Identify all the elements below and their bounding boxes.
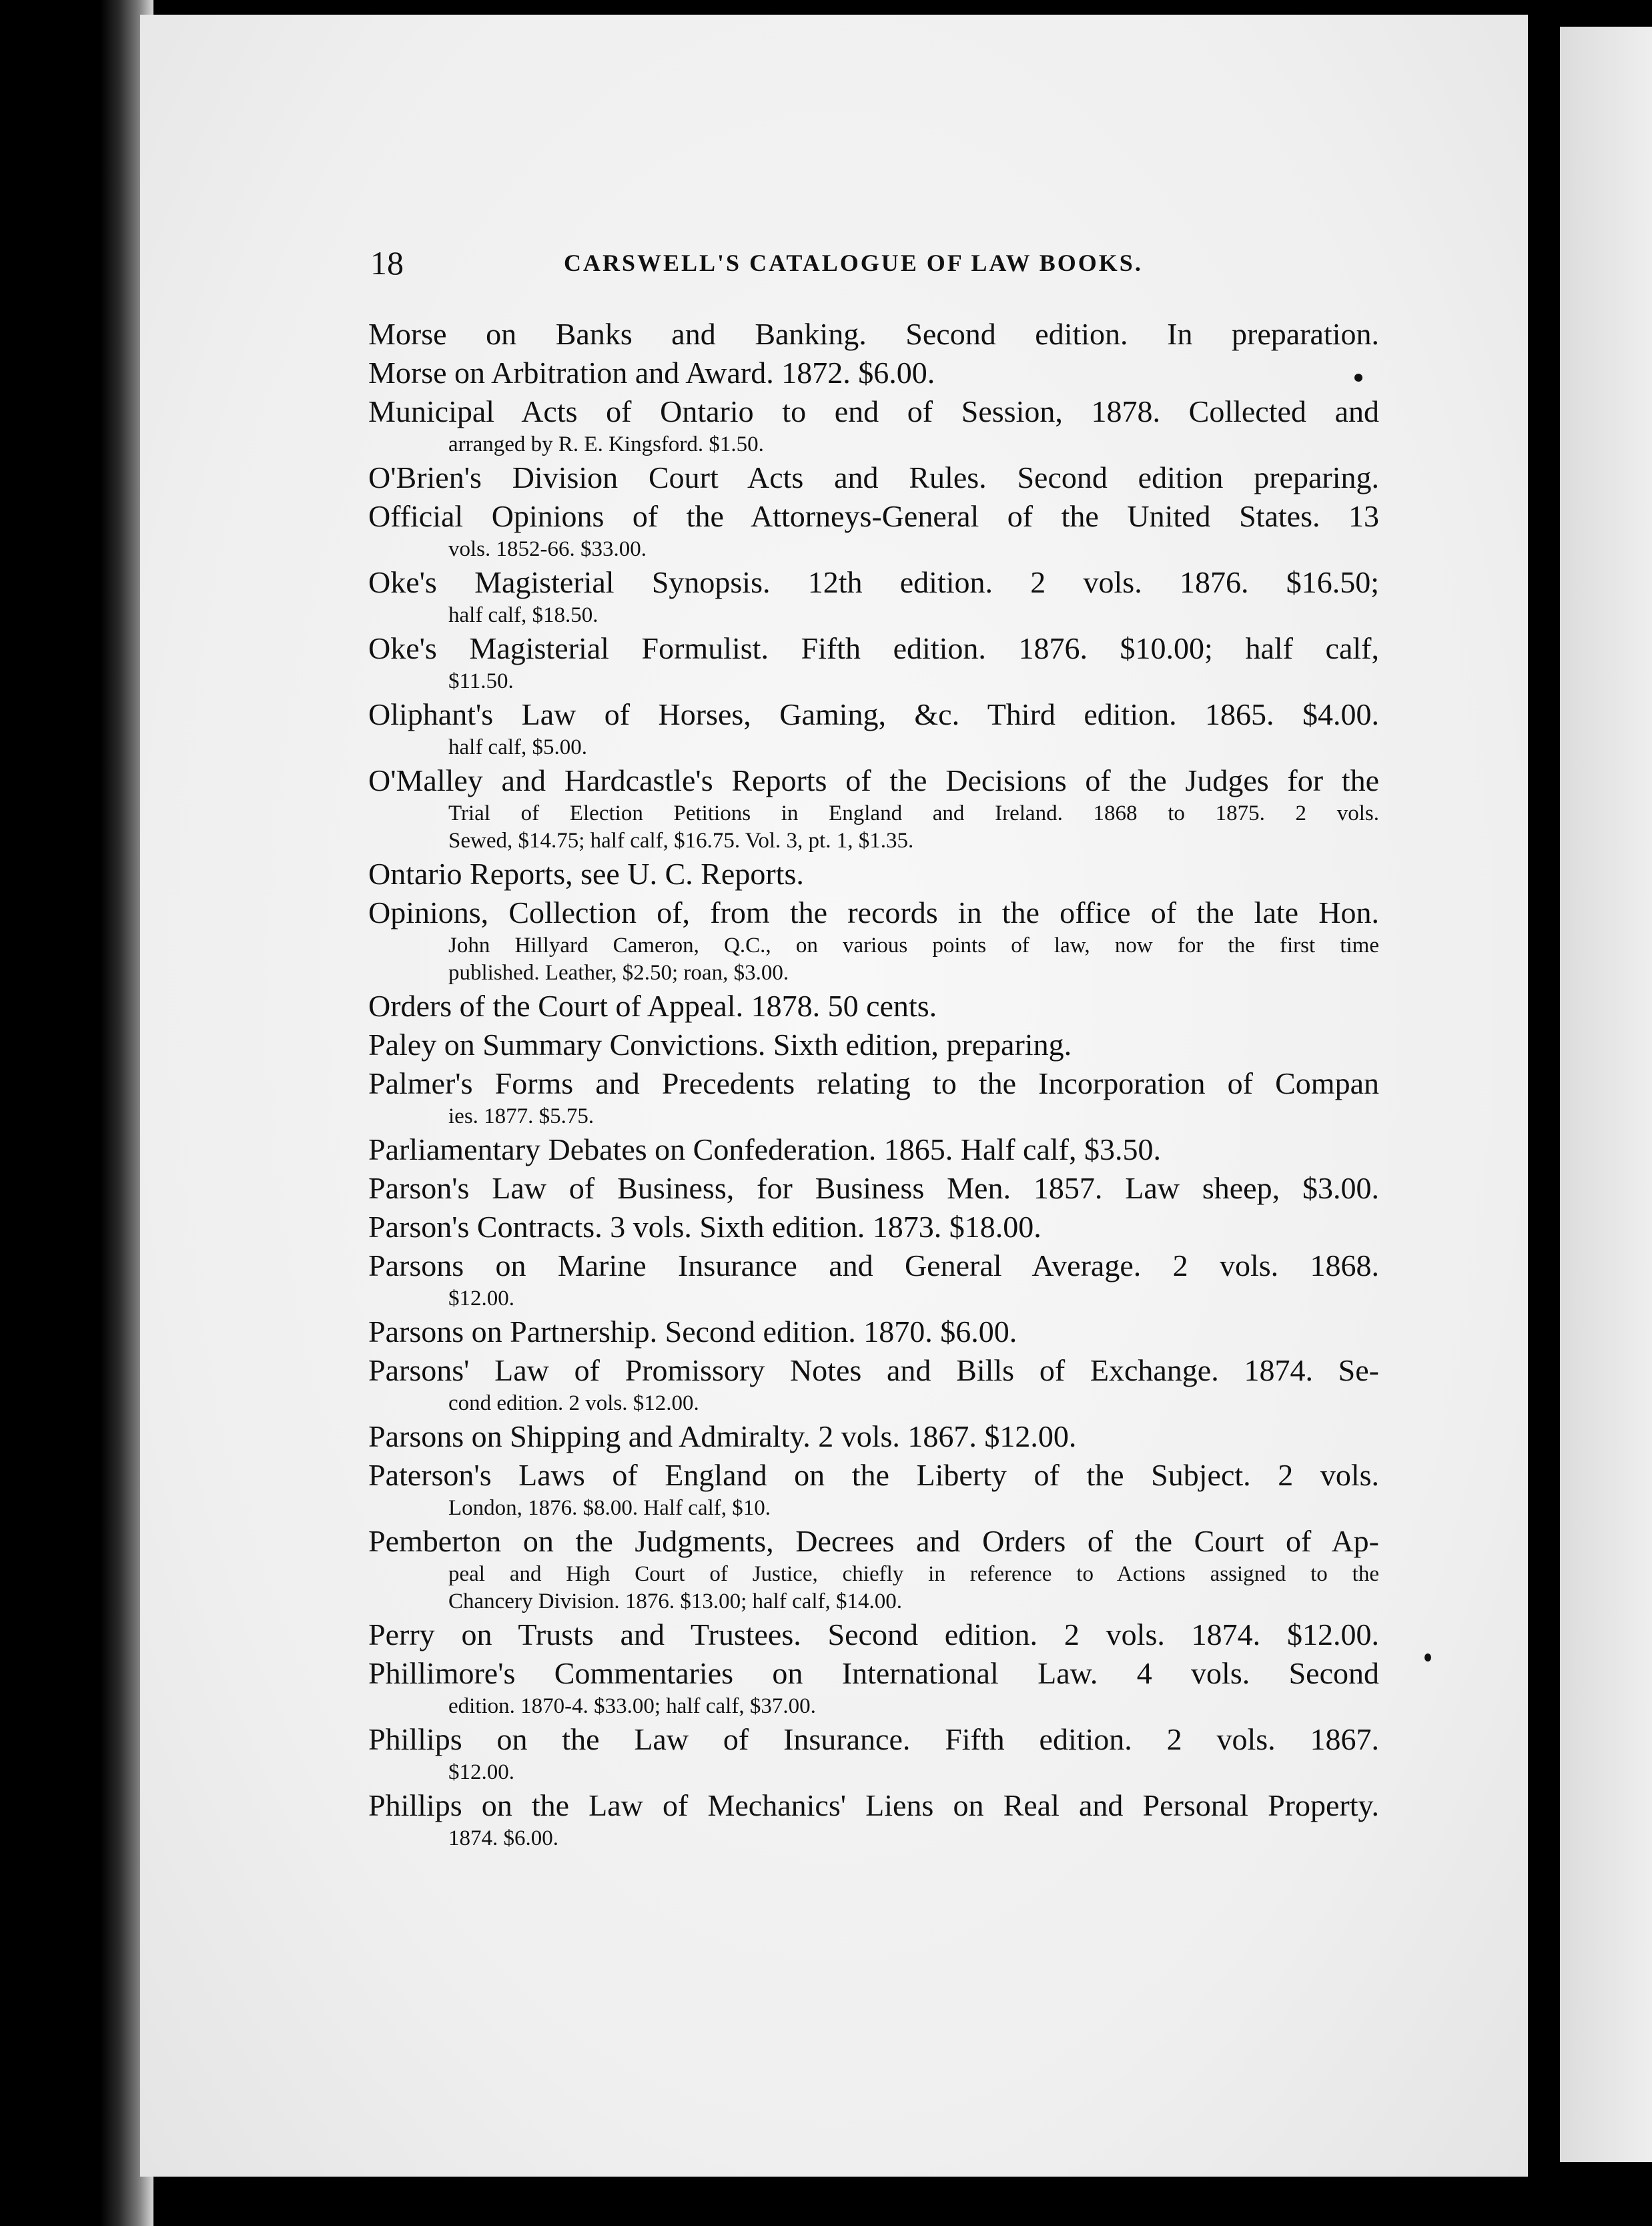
entry-detail: $12.00. bbox=[448, 1286, 514, 1311]
entry-title: Palmer's Forms and Precedents relating to the Incorporation of Compan bbox=[368, 1066, 1379, 1100]
catalogue-entry bbox=[368, 1026, 1379, 1064]
entry-detail: $12.00. bbox=[448, 1760, 514, 1784]
catalogue-entry bbox=[368, 1351, 1379, 1417]
entry-title: Ontario Reports, see U. C. Reports. bbox=[368, 857, 804, 891]
entry-detail: vols. 1852-66. $33.00. bbox=[448, 537, 647, 561]
entry-title: Perry on Trusts and Trustees. Second edition. 2 vols. 1874. $12.00. bbox=[368, 1617, 1379, 1651]
entry-title: Parsons' Law of Promissory Notes and Bills of Exchange. 1874. Se- bbox=[368, 1353, 1379, 1387]
entry-title: O'Malley and Hardcastle's Reports of the Decisions of the Judges for the bbox=[368, 763, 1379, 797]
entry-title: Oke's Magisterial Formulist. Fifth edition. 1876. $10.00; half calf, bbox=[368, 631, 1379, 665]
page-number: 18 bbox=[370, 244, 404, 282]
catalogue-entry bbox=[368, 563, 1379, 629]
catalogue-entry bbox=[368, 1313, 1379, 1351]
catalogue-entry bbox=[368, 987, 1379, 1026]
entry-title: Morse on Arbitration and Award. 1872. $6.00. bbox=[368, 356, 935, 390]
entry-title: Phillips on the Law of Insurance. Fifth edition. 2 vols. 1867. bbox=[368, 1722, 1379, 1756]
catalogue-entry bbox=[368, 1208, 1379, 1246]
entry-detail: half calf, $18.50. bbox=[448, 603, 598, 627]
page-gutter bbox=[1528, 0, 1555, 2226]
entry-title: Pemberton on the Judgments, Decrees and Orders of the Court of Ap- bbox=[368, 1524, 1379, 1558]
entry-detail: Trial of Election Petitions in England and Ireland. 1868 to 1875. 2 vols. bbox=[448, 801, 1379, 825]
facing-page-edge bbox=[1560, 27, 1652, 2162]
entry-title: Oliphant's Law of Horses, Gaming, &c. Third edition. 1865. $4.00. bbox=[368, 697, 1379, 731]
catalogue-entry bbox=[368, 1522, 1379, 1615]
catalogue-entry bbox=[368, 1615, 1379, 1654]
entry-detail: 1874. $6.00. bbox=[448, 1826, 558, 1850]
entry-detail: Chancery Division. 1876. $13.00; half calf, $14.00. bbox=[448, 1589, 903, 1613]
catalogue-entry bbox=[368, 392, 1379, 458]
entry-title: Paterson's Laws of England on the Liberty of the Subject. 2 vols. bbox=[368, 1458, 1379, 1492]
catalogue-entry bbox=[368, 1064, 1379, 1130]
entry-detail: $11.50. bbox=[448, 669, 514, 693]
entry-title: Parliamentary Debates on Confederation. 1865. Half calf, $3.50. bbox=[368, 1132, 1161, 1166]
catalogue-entry bbox=[368, 1786, 1379, 1852]
entry-title: O'Brien's Division Court Acts and Rules. Second edition preparing. bbox=[368, 460, 1379, 494]
catalogue-entry bbox=[368, 354, 1379, 392]
entry-title: Oke's Magisterial Synopsis. 12th edition. 2 vols. 1876. $16.50; bbox=[368, 565, 1379, 599]
catalogue-entries bbox=[368, 315, 1379, 1852]
entry-title: Phillips on the Law of Mechanics' Liens on Real and Personal Property. bbox=[368, 1788, 1379, 1822]
catalogue-entry bbox=[368, 1130, 1379, 1169]
ink-speck bbox=[1354, 374, 1362, 382]
catalogue-entry bbox=[368, 761, 1379, 855]
running-title: CARSWELL'S CATALOGUE OF LAW BOOKS. bbox=[564, 250, 1143, 276]
entry-title: Parsons on Partnership. Second edition. 1870. $6.00. bbox=[368, 1315, 1017, 1349]
catalogue-entry bbox=[368, 1246, 1379, 1313]
entry-title: Municipal Acts of Ontario to end of Session, 1878. Collected and bbox=[368, 394, 1379, 428]
ink-speck bbox=[1424, 1653, 1431, 1661]
entry-title: Parsons on Marine Insurance and General Average. 2 vols. 1868. bbox=[368, 1248, 1379, 1282]
entry-detail: edition. 1870-4. $33.00; half calf, $37.00. bbox=[448, 1694, 816, 1718]
entry-detail: London, 1876. $8.00. Half calf, $10. bbox=[448, 1496, 771, 1520]
entry-detail: arranged by R. E. Kingsford. $1.50. bbox=[448, 432, 764, 456]
catalogue-entry bbox=[368, 315, 1379, 354]
entry-title: Paley on Summary Convictions. Sixth edition, preparing. bbox=[368, 1028, 1072, 1062]
catalogue-entry bbox=[368, 629, 1379, 695]
entry-detail: half calf, $5.00. bbox=[448, 735, 588, 759]
catalogue-entry bbox=[368, 497, 1379, 563]
catalogue-entry bbox=[368, 855, 1379, 893]
catalogue-entry bbox=[368, 695, 1379, 761]
entry-title: Opinions, Collection of, from the records in the office of the late Hon. bbox=[368, 895, 1379, 930]
entry-detail: peal and High Court of Justice, chiefly in reference to Actions assigned to the bbox=[448, 1562, 1379, 1586]
entry-title: Parson's Contracts. 3 vols. Sixth edition. 1873. $18.00. bbox=[368, 1210, 1042, 1244]
catalogue-entry bbox=[368, 893, 1379, 987]
page-header bbox=[370, 244, 1190, 284]
catalogue-entry bbox=[368, 1417, 1379, 1456]
entry-title: Morse on Banks and Banking. Second edition. In preparation. bbox=[368, 317, 1379, 351]
entry-title: Official Opinions of the Attorneys-General of the United States. 13 bbox=[368, 499, 1379, 533]
catalogue-entry bbox=[368, 458, 1379, 497]
entry-detail: Sewed, $14.75; half calf, $16.75. Vol. 3, pt. 1, $1.35. bbox=[448, 829, 914, 853]
entry-title: Parsons on Shipping and Admiralty. 2 vols. 1867. $12.00. bbox=[368, 1419, 1077, 1453]
entry-detail: John Hillyard Cameron, Q.C., on various points of law, now for the first time bbox=[448, 934, 1379, 958]
entry-detail: cond edition. 2 vols. $12.00. bbox=[448, 1391, 699, 1415]
catalogue-entry bbox=[368, 1654, 1379, 1720]
entry-title: Parson's Law of Business, for Business Men. 1857. Law sheep, $3.00. bbox=[368, 1171, 1379, 1205]
entry-title: Orders of the Court of Appeal. 1878. 50 cents. bbox=[368, 989, 937, 1023]
entry-title: Phillimore's Commentaries on International Law. 4 vols. Second bbox=[368, 1656, 1379, 1690]
catalogue-entry bbox=[368, 1456, 1379, 1522]
catalogue-entry bbox=[368, 1720, 1379, 1786]
entry-detail: ies. 1877. $5.75. bbox=[448, 1104, 594, 1128]
entry-detail: published. Leather, $2.50; roan, $3.00. bbox=[448, 961, 789, 985]
catalogue-entry bbox=[368, 1169, 1379, 1208]
